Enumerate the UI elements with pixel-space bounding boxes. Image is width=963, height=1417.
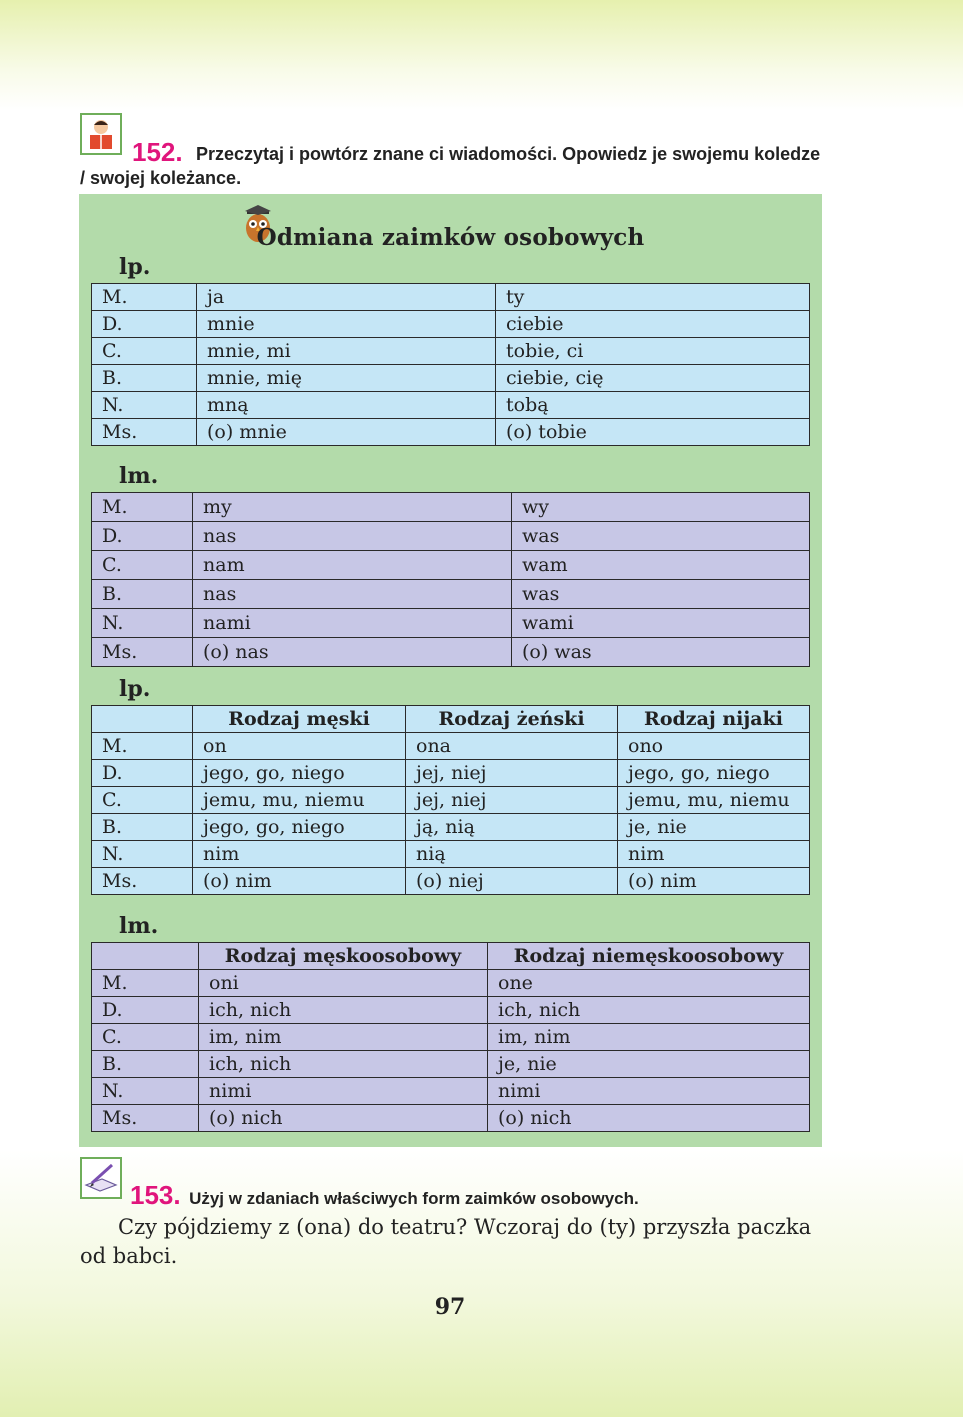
pronoun-form: (o) nas — [193, 638, 512, 667]
table-row — [92, 419, 810, 446]
case-label: M. — [92, 284, 197, 311]
task-152-number: 152. — [132, 137, 183, 167]
pronoun-form: on — [193, 733, 406, 760]
pronoun-form: ono — [618, 733, 810, 760]
column-header: Rodzaj niemęskoosobowy — [488, 943, 810, 970]
table-row — [92, 580, 810, 609]
pronoun-form: mnie, mię — [197, 365, 496, 392]
pronoun-form: (o) was — [512, 638, 810, 667]
task-153-instruction: Użyj w zdaniach właściwych form zaimków osobowych. — [189, 1189, 639, 1208]
case-label: Ms. — [92, 1105, 199, 1132]
column-header — [92, 943, 199, 970]
case-label: M. — [92, 970, 199, 997]
table-row — [92, 970, 810, 997]
table-row — [92, 284, 810, 311]
panel-title: Odmiana zaimków osobowych — [256, 224, 645, 251]
pronoun-form: mnie — [197, 311, 496, 338]
table-row — [92, 868, 810, 895]
table-header-row — [92, 706, 810, 733]
case-label: B. — [92, 1051, 199, 1078]
pronoun-form: im, nim — [199, 1024, 488, 1051]
pronoun-declension-panel — [79, 194, 822, 1147]
pronoun-form: (o) nich — [488, 1105, 810, 1132]
pronoun-form: ich, nich — [488, 997, 810, 1024]
table-row — [92, 1024, 810, 1051]
table-row — [92, 1078, 810, 1105]
pronoun-form: im, nim — [488, 1024, 810, 1051]
pronoun-form: ich, nich — [199, 997, 488, 1024]
table-row — [92, 365, 810, 392]
column-header — [92, 706, 193, 733]
case-label: Ms. — [92, 638, 193, 667]
column-header: Rodzaj nijaki — [618, 706, 810, 733]
task-153-body: Czy pójdziemy z (ona) do teatru? Wczoraj do (ty) przyszła paczka od babci. — [80, 1215, 812, 1268]
pronoun-form: wami — [512, 609, 810, 638]
table-row — [92, 814, 810, 841]
case-label: C. — [92, 787, 193, 814]
table-singular-personal — [91, 283, 810, 446]
pronoun-form: nimi — [488, 1078, 810, 1105]
singular-label-2: lp. — [119, 676, 151, 702]
case-label: N. — [92, 841, 193, 868]
pronoun-form: mnie, mi — [197, 338, 496, 365]
table-row — [92, 609, 810, 638]
pronoun-form: nas — [193, 580, 512, 609]
pronoun-form: tobie, ci — [496, 338, 810, 365]
pronoun-form: jej, niej — [406, 787, 618, 814]
pronoun-form: ją, nią — [406, 814, 618, 841]
table-row — [92, 493, 810, 522]
case-label: D. — [92, 997, 199, 1024]
case-label: N. — [92, 609, 193, 638]
table-plural-third-person — [91, 942, 810, 1132]
case-label: D. — [92, 311, 197, 338]
pronoun-form: ona — [406, 733, 618, 760]
pronoun-form: nimi — [199, 1078, 488, 1105]
page-number: 97 — [434, 1294, 466, 1320]
table-row — [92, 787, 810, 814]
case-label: Ms. — [92, 868, 193, 895]
table-row — [92, 311, 810, 338]
task-153-heading — [130, 1180, 830, 1211]
case-label: D. — [92, 760, 193, 787]
pronoun-form: nim — [193, 841, 406, 868]
case-label: N. — [92, 1078, 199, 1105]
table-row — [92, 638, 810, 667]
pronoun-form: oni — [199, 970, 488, 997]
case-label: M. — [92, 493, 193, 522]
case-label: C. — [92, 551, 193, 580]
case-label: C. — [92, 1024, 199, 1051]
case-label: N. — [92, 392, 197, 419]
table-row — [92, 522, 810, 551]
pronoun-form: ciebie — [496, 311, 810, 338]
pronoun-form: (o) mnie — [197, 419, 496, 446]
pronoun-form: was — [512, 522, 810, 551]
table-row — [92, 392, 810, 419]
pronoun-form: (o) tobie — [496, 419, 810, 446]
task-153-number: 153. — [130, 1180, 181, 1210]
pronoun-form: nas — [193, 522, 512, 551]
plural-label-1: lm. — [119, 463, 159, 489]
pronoun-form: je, nie — [488, 1051, 810, 1078]
pronoun-form: jego, go, niego — [193, 760, 406, 787]
case-label: M. — [92, 733, 193, 760]
pronoun-form: jego, go, niego — [193, 814, 406, 841]
table-header-row — [92, 943, 810, 970]
task-152-text — [80, 142, 825, 190]
column-header: Rodzaj męskoosobowy — [199, 943, 488, 970]
pronoun-form: mną — [197, 392, 496, 419]
pronoun-form: one — [488, 970, 810, 997]
case-label: B. — [92, 365, 197, 392]
pronoun-form: nami — [193, 609, 512, 638]
table-row — [92, 551, 810, 580]
pronoun-form: nią — [406, 841, 618, 868]
book-pencil-icon — [80, 1157, 122, 1199]
pronoun-form: jej, niej — [406, 760, 618, 787]
table-plural-personal — [91, 492, 810, 667]
table-row — [92, 1051, 810, 1078]
case-label: C. — [92, 338, 197, 365]
pronoun-form: tobą — [496, 392, 810, 419]
plural-label-2: lm. — [119, 913, 159, 939]
table-singular-third-person — [91, 705, 810, 895]
pronoun-form: ich, nich — [199, 1051, 488, 1078]
table-row — [92, 1105, 810, 1132]
pronoun-form: jemu, mu, niemu — [618, 787, 810, 814]
pronoun-form: jego, go, niego — [618, 760, 810, 787]
pronoun-form: (o) niej — [406, 868, 618, 895]
pronoun-form: (o) nim — [193, 868, 406, 895]
singular-label-1: lp. — [119, 254, 151, 280]
pronoun-form: wam — [512, 551, 810, 580]
case-label: B. — [92, 814, 193, 841]
case-label: D. — [92, 522, 193, 551]
table-row — [92, 338, 810, 365]
pronoun-form: ja — [197, 284, 496, 311]
case-label: Ms. — [92, 419, 197, 446]
table-row — [92, 760, 810, 787]
column-header: Rodzaj męski — [193, 706, 406, 733]
pronoun-form: was — [512, 580, 810, 609]
pronoun-form: je, nie — [618, 814, 810, 841]
column-header: Rodzaj żeński — [406, 706, 618, 733]
task-152-instruction: Przeczytaj i powtórz znane ci wiadomości. Opowiedz je swojemu koledze / swojej koleżance. — [80, 144, 821, 188]
pronoun-form: (o) nim — [618, 868, 810, 895]
pronoun-form: wy — [512, 493, 810, 522]
pronoun-form: jemu, mu, niemu — [193, 787, 406, 814]
pronoun-form: my — [193, 493, 512, 522]
table-row — [92, 841, 810, 868]
pronoun-form: (o) nich — [199, 1105, 488, 1132]
pronoun-form: nam — [193, 551, 512, 580]
pronoun-form: ty — [496, 284, 810, 311]
pronoun-form: ciebie, cię — [496, 365, 810, 392]
pronoun-form: nim — [618, 841, 810, 868]
table-row — [92, 997, 810, 1024]
table-row — [92, 733, 810, 760]
case-label: B. — [92, 580, 193, 609]
